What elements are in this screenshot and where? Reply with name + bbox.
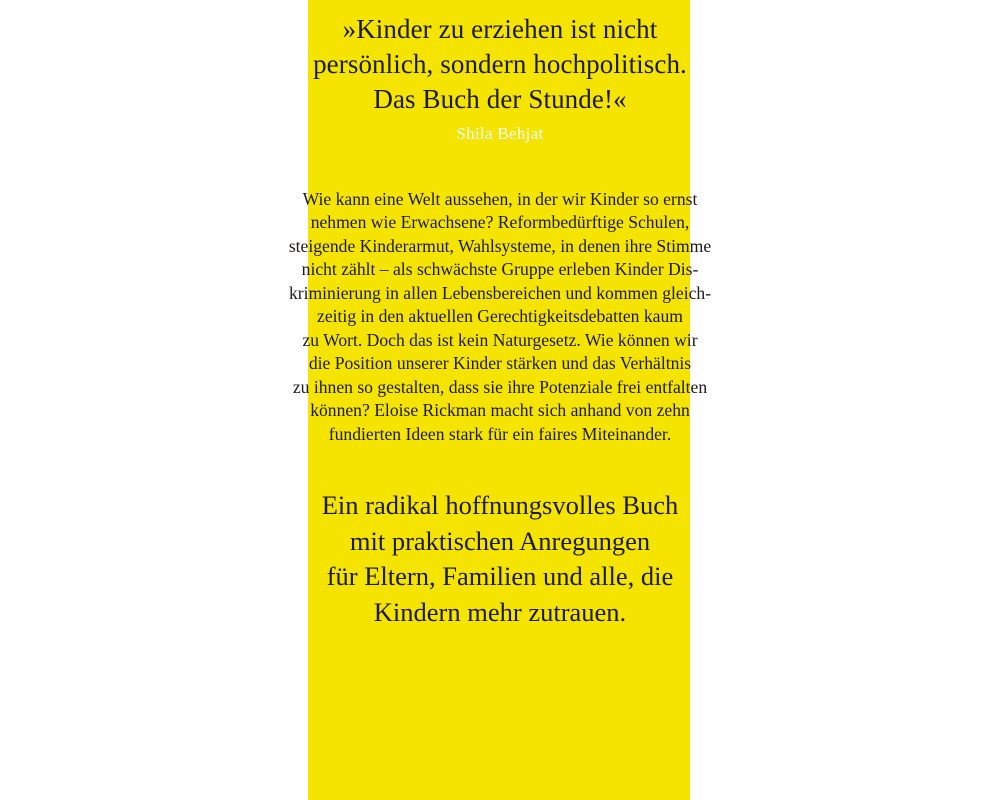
blurb-line: fundierten Ideen stark für ein faires Miteinander. (328, 423, 672, 444)
tagline-line: für Eltern, Familien und alle, die (326, 561, 674, 591)
blurb-line: zu ihnen so gestalten, dass sie ihre Potenziale frei entfalten (292, 376, 708, 397)
blurb-line: können? Eloise Rickman macht sich anhand von zehn (310, 400, 690, 421)
tagline-text (220, 488, 780, 630)
tagline-line: Ein radikal hoffnungsvolles Buch (321, 490, 679, 520)
pull-quote-line: Das Buch der Stunde!« (373, 84, 627, 115)
pull-quote (240, 12, 760, 117)
blurb-line: nicht zählt – als schwächste Gruppe erleben Kinder Dis- (301, 259, 699, 280)
blurb-line: zu Wort. Doch das ist kein Naturgesetz. Wie können wir (302, 329, 698, 350)
tagline-line: mit praktischen Anregungen (349, 525, 651, 556)
quote-attribution: Shila Behjat (456, 124, 544, 143)
blurb-line: die Position unserer Kinder stärken und das Verhältnis (308, 353, 692, 374)
blurb-line: Wie kann eine Welt aussehen, in der wir Kinder so ernst (302, 189, 698, 209)
blurb-line: steigende Kinderarmut, Wahlsysteme, in denen ihre Stimme (288, 235, 712, 256)
blurb-line: nehmen wie Erwachsene? Reformbedürftige Schulen, (310, 212, 690, 233)
pull-quote-line: persönlich, sondern hochpolitisch. (313, 49, 687, 80)
tagline-line: Kindern mehr zutrauen. (373, 596, 627, 627)
blurb-text (240, 188, 760, 446)
pull-quote-line: »Kinder zu erziehen ist nicht (342, 14, 658, 44)
blurb-line: kriminierung in allen Lebensbereichen und kommen gleich- (288, 282, 712, 303)
blurb-line: zeitig in den aktuellen Gerechtigkeitsdebatten kaum (317, 306, 683, 327)
